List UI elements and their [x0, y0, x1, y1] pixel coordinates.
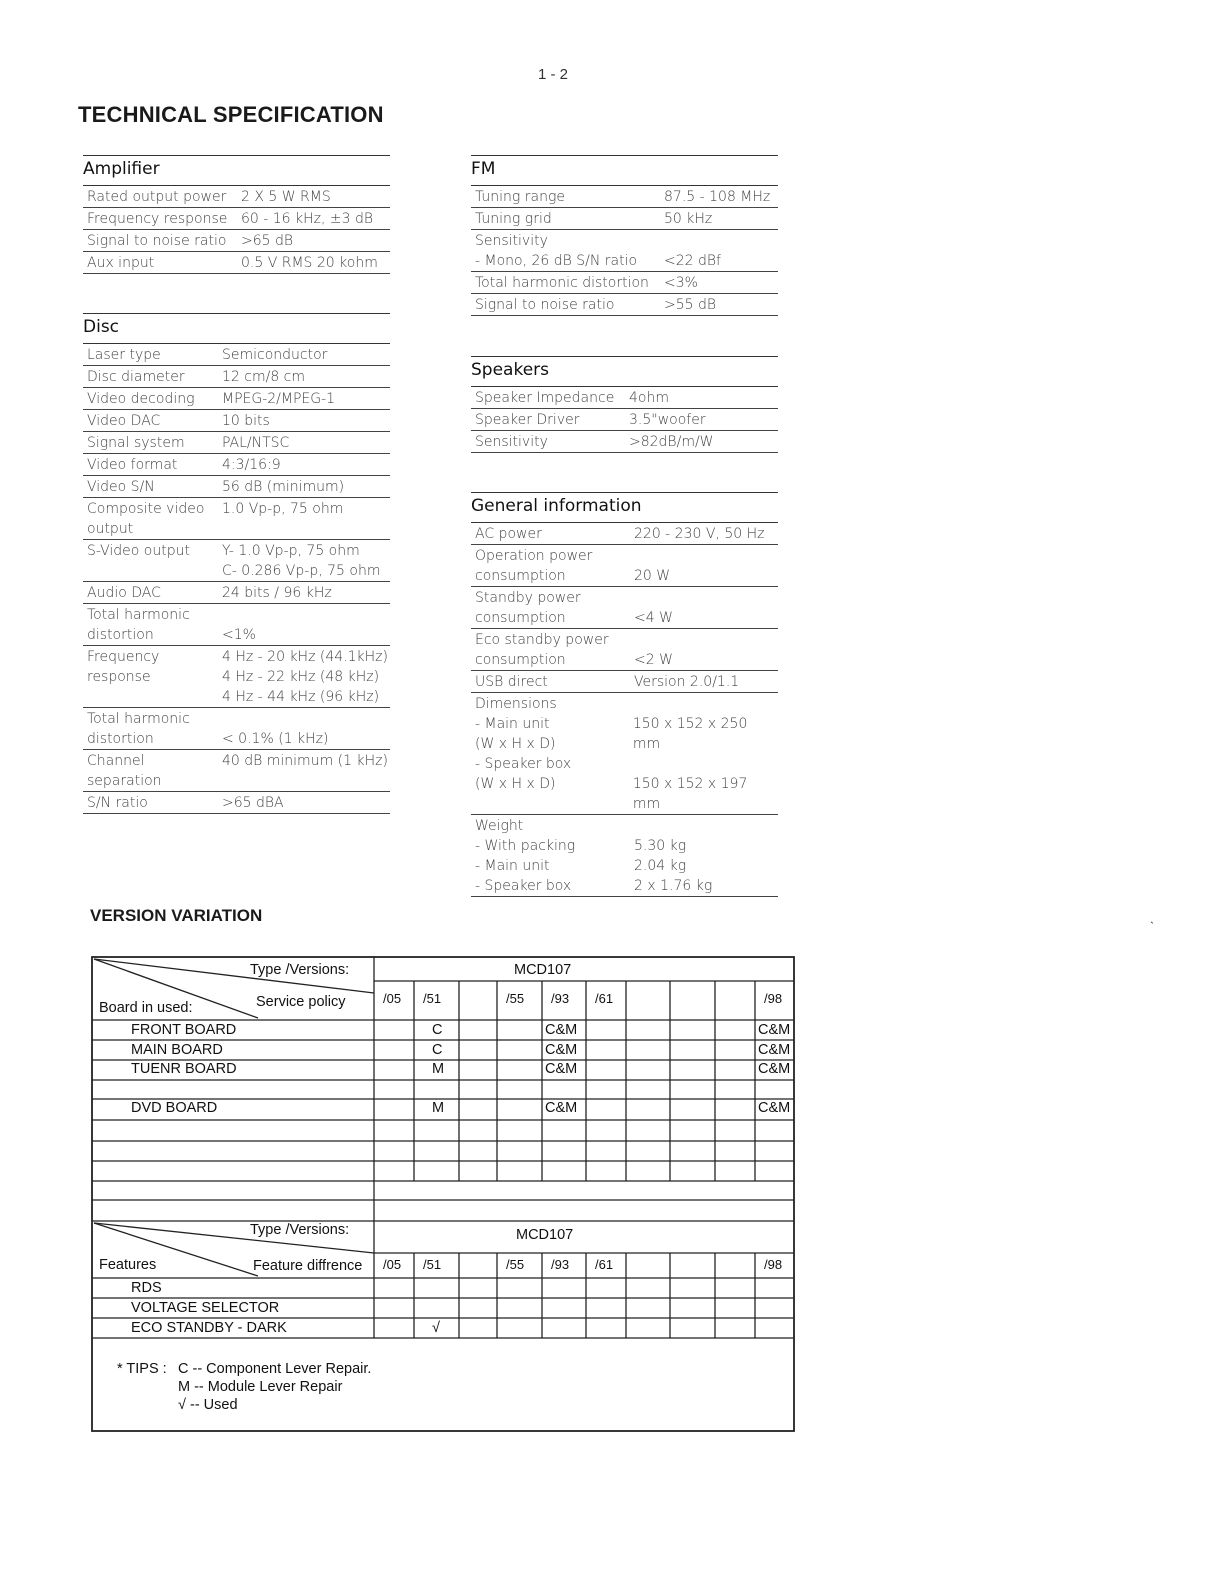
spec-label: USB direct [475, 674, 548, 690]
spec-value: 150 x 152 x 250 mm 150 x 152 x 197 mm [632, 716, 748, 812]
spec-label: Channel separation [87, 753, 162, 789]
spec-label: Laser type [87, 347, 161, 363]
service-cell: C&M [758, 1061, 791, 1077]
version-header: /55 [506, 991, 525, 1006]
spec-value: 20 W [634, 568, 671, 584]
spec-value: 3.5"woofer [629, 412, 706, 428]
version-header: /98 [764, 1257, 783, 1272]
spec-label: Weight - With packing - Main unit - Speaker box [475, 818, 576, 894]
spec-value: <2 W [634, 652, 673, 668]
spec-value: 50 kHz [664, 211, 713, 227]
spec-value: <4 W [634, 610, 673, 626]
service-cell: M [432, 1100, 445, 1116]
service-cell: √ [432, 1320, 440, 1336]
spec-label: Standby power consumption [475, 590, 581, 626]
board-in-used-label: Board in used: [99, 1000, 193, 1016]
type-versions-label: Type /Versions: [250, 962, 350, 978]
spec-label: Aux input [87, 255, 155, 271]
stray-mark: ˎ [1150, 909, 1155, 924]
spec-label: Speaker Impedance [475, 390, 615, 406]
spec-value: 87.5 - 108 MHz [664, 189, 771, 205]
spec-label: Total harmonic distortion [87, 607, 190, 643]
spec-value: PAL/NTSC [222, 435, 290, 451]
version-header: /05 [383, 1257, 402, 1272]
spec-label: S-Video output [87, 543, 190, 559]
row-label: DVD BOARD [131, 1100, 218, 1116]
spec-value: 4 Hz - 20 kHz (44.1kHz) 4 Hz - 22 kHz (48 kHz) 4 Hz - 44 kHz (96 kHz) [222, 649, 388, 705]
feature-model-label: MCD107 [516, 1227, 574, 1243]
spec-label: Composite video output [87, 501, 205, 537]
row-label: MAIN BOARD [131, 1042, 223, 1058]
page-title: TECHNICAL SPECIFICATION [78, 102, 384, 127]
tip-line: C -- Component Lever Repair. [178, 1361, 372, 1377]
spec-value: >65 dBA [222, 795, 284, 811]
spec-label: Video S/N [87, 479, 155, 495]
spec-label: Dimensions - Main unit (W x H x D) - Speaker box (W x H x D) [475, 696, 572, 792]
row-label: VOLTAGE SELECTOR [131, 1300, 280, 1316]
spec-label: Video DAC [87, 413, 161, 429]
spec-value: 60 - 16 kHz, ±3 dB [241, 211, 374, 227]
service-cell: C&M [758, 1042, 791, 1058]
spec-value: >55 dB [664, 297, 717, 313]
spec-label: Sensitivity - Mono, 26 dB S/N ratio [475, 233, 638, 269]
version-variation-title: VERSION VARIATION [90, 906, 263, 925]
spec-value: 10 bits [222, 413, 270, 429]
spec-label: Operation power consumption [475, 548, 593, 584]
service-cell: C [432, 1022, 443, 1038]
tips-label: * TIPS : [117, 1361, 167, 1377]
spec-value: 2 X 5 W RMS [241, 189, 331, 205]
spec-label: Video decoding [87, 391, 195, 407]
service-cell: C&M [758, 1022, 791, 1038]
spec-value: 4ohm [629, 390, 669, 406]
spec-value: 220 - 230 V, 50 Hz [634, 526, 765, 542]
service-cell: C&M [758, 1100, 791, 1116]
spec-label: Tuning grid [475, 211, 552, 227]
spec-value: Y- 1.0 Vp-p, 75 ohm C- 0.286 Vp-p, 75 ohm [222, 543, 381, 579]
spec-label: AC power [475, 526, 542, 542]
spec-value: <3% [664, 275, 698, 291]
fm-title: FM [471, 155, 778, 186]
service-cell: C&M [545, 1042, 578, 1058]
version-header: /51 [423, 991, 442, 1006]
spec-label: S/N ratio [87, 795, 148, 811]
version-header: /61 [595, 1257, 614, 1272]
spec-value: Version 2.0/1.1 [634, 674, 740, 690]
spec-label: Video format [87, 457, 178, 473]
spec-label: Speaker Driver [475, 412, 580, 428]
version-header: /05 [383, 991, 402, 1006]
spec-value: <1% [222, 627, 256, 643]
spec-label: Sensitivity [475, 434, 548, 450]
service-cell: C [432, 1042, 443, 1058]
spec-value: MPEG-2/MPEG-1 [222, 391, 336, 407]
spec-value: Semiconductor [222, 347, 328, 363]
row-label: TUENR BOARD [131, 1061, 237, 1077]
spec-value: <22 dBf [664, 253, 721, 269]
service-cell: M [432, 1061, 445, 1077]
spec-value: >65 dB [241, 233, 294, 249]
spec-value: 0.5 V RMS 20 kohm [241, 255, 378, 271]
general-title: General information [471, 492, 778, 523]
page-number: 1 - 2 [537, 66, 568, 83]
spec-label: Signal to noise ratio [87, 233, 227, 249]
amplifier-title: Amplifier [83, 155, 390, 186]
version-header: /93 [551, 1257, 570, 1272]
spec-value: 24 bits / 96 kHz [222, 585, 332, 601]
spec-value: 4:3/16:9 [222, 457, 281, 473]
spec-value: 56 dB (minimum) [222, 479, 345, 495]
version-header: /55 [506, 1257, 525, 1272]
tip-line: M -- Module Lever Repair [178, 1379, 343, 1395]
spec-label: Tuning range [475, 189, 566, 205]
tip-line: √ -- Used [178, 1397, 238, 1413]
service-cell: C&M [545, 1100, 578, 1116]
spec-label: Total harmonic distortion [475, 275, 649, 291]
spec-value: < 0.1% (1 kHz) [222, 731, 329, 747]
version-header: /98 [764, 991, 783, 1006]
row-label: FRONT BOARD [131, 1022, 237, 1038]
feature-difference-label: Feature diffrence [253, 1258, 363, 1274]
spec-label: Total harmonic distortion [87, 711, 190, 747]
spec-value: 5.30 kg 2.04 kg 2 x 1.76 kg [634, 838, 713, 894]
service-cell: C&M [545, 1022, 578, 1038]
row-label: ECO STANDBY - DARK [131, 1320, 287, 1336]
features-label: Features [99, 1257, 157, 1273]
spec-value: 12 cm/8 cm [222, 369, 306, 385]
spec-label: Signal system [87, 435, 185, 451]
speakers-title: Speakers [471, 356, 778, 387]
spec-label: Frequency response [87, 649, 160, 685]
row-label: RDS [131, 1280, 162, 1296]
version-header: /51 [423, 1257, 442, 1272]
feature-type-versions-label: Type /Versions: [250, 1222, 350, 1238]
version-header: /93 [551, 991, 570, 1006]
spec-value: 40 dB minimum (1 kHz) [222, 753, 388, 769]
disc-title: Disc [83, 313, 390, 344]
spec-label: Frequency response [87, 211, 228, 227]
service-cell: C&M [545, 1061, 578, 1077]
spec-label: Signal to noise ratio [475, 297, 615, 313]
spec-label: Disc diameter [87, 369, 185, 385]
service-policy-label: Service policy [256, 994, 346, 1010]
spec-value: >82dB/m/W [629, 434, 714, 450]
board-model-label: MCD107 [514, 962, 572, 978]
spec-label: Rated output power [87, 189, 227, 205]
spec-label: Audio DAC [87, 585, 161, 601]
spec-value: 1.0 Vp-p, 75 ohm [222, 501, 344, 517]
spec-label: Eco standby power consumption [475, 632, 609, 668]
version-header: /61 [595, 991, 614, 1006]
